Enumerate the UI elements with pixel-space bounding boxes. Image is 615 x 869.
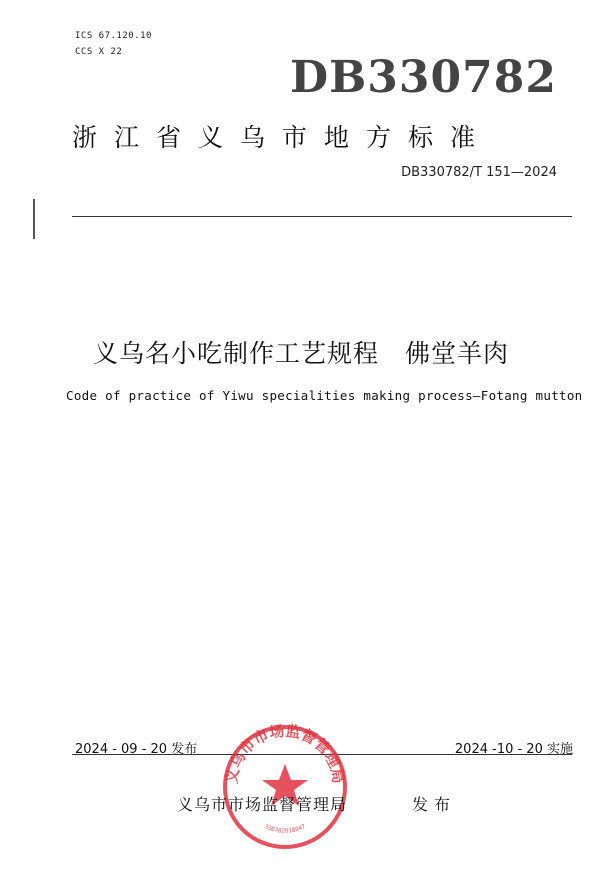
scan-mark bbox=[33, 199, 35, 239]
top-divider bbox=[72, 216, 572, 217]
standard-number: DB330782/T 151—2024 bbox=[401, 165, 557, 180]
implement-date: 2024 -10 - 20 实施 bbox=[454, 742, 573, 757]
svg-text:义乌市市场监督管理局: 义乌市市场监督管理局 bbox=[222, 722, 348, 785]
chinese-title: 义乌名小吃制作工艺规程 佛堂羊肉 bbox=[93, 339, 510, 368]
issue-word: 发布 bbox=[412, 795, 457, 814]
standard-code: DB330782 bbox=[289, 52, 557, 103]
ccs-code: CCS X 22 bbox=[75, 47, 123, 57]
ics-code: ICS 67.120.10 bbox=[75, 31, 152, 41]
official-seal bbox=[220, 722, 350, 852]
publish-date: 2024 - 09 - 20 发布 bbox=[75, 742, 198, 757]
issuer-title: 浙江省义乌市地方标准 bbox=[72, 123, 493, 152]
issuer-name: 义乌市市场监督管理局 bbox=[177, 795, 348, 814]
svg-text:330782018047: 330782018047 bbox=[263, 823, 307, 835]
english-title: Code of practice of Yiwu specialities making process—Fotang mutton bbox=[66, 388, 583, 403]
